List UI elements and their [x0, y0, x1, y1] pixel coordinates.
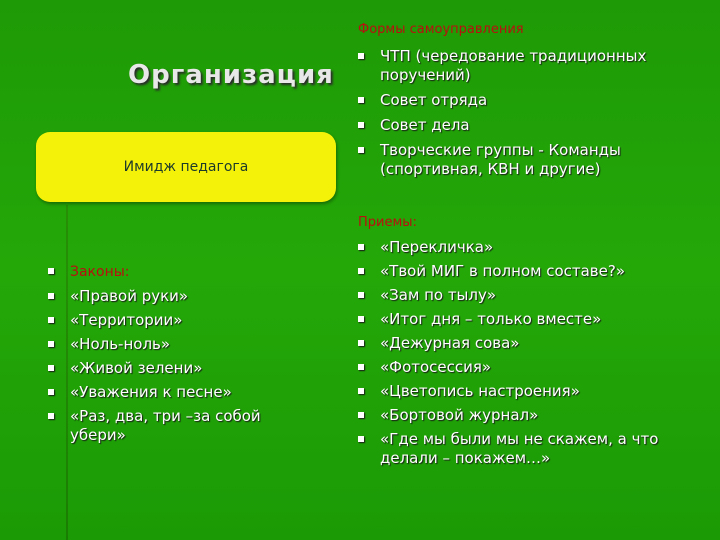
bullet-icon — [358, 268, 364, 274]
list-item: «Перекличка» — [358, 238, 688, 257]
bullet-icon — [358, 53, 364, 59]
list-item: «Цветопись настроения» — [358, 382, 688, 401]
bullet-icon — [48, 413, 54, 419]
bullet-icon — [358, 412, 364, 418]
bullet-icon — [358, 122, 364, 128]
bullet-icon — [48, 341, 54, 347]
list-item: ЧТП (чередование традиционных поручений) — [358, 47, 688, 85]
list-item: «Зам по тылу» — [358, 286, 688, 305]
techniques-list — [358, 238, 688, 468]
list-item: «Бортовой журнал» — [358, 406, 688, 425]
bullet-icon — [48, 365, 54, 371]
list-item: Совет отряда — [358, 91, 688, 110]
bullet-icon — [358, 244, 364, 250]
list-item: «Где мы были мы не скажем, а что делали – покажем…» — [358, 430, 688, 468]
bullet-icon — [48, 389, 54, 395]
list-item: «Итог дня – только вместе» — [358, 310, 688, 329]
bullet-icon — [358, 292, 364, 298]
bullet-icon — [358, 364, 364, 370]
list-item: «Правой руки» — [48, 287, 298, 306]
list-item: «Твой МИГ в полном составе?» — [358, 262, 688, 281]
bullet-icon — [358, 340, 364, 346]
bullet-icon — [48, 293, 54, 299]
self-government-list — [358, 47, 688, 179]
teacher-image-label: Имидж педагога — [123, 159, 249, 175]
list-item: «Живой зелени» — [48, 359, 298, 378]
bullet-icon — [358, 388, 364, 394]
list-item: «Территории» — [48, 311, 298, 330]
self-government-section — [358, 22, 688, 185]
list-item: «Уважения к песне» — [48, 383, 298, 402]
self-government-heading: Формы самоуправления — [358, 22, 524, 37]
list-item: «Дежурная сова» — [358, 334, 688, 353]
teacher-image-box — [36, 132, 336, 202]
list-item: Совет дела — [358, 116, 688, 135]
list-item: Творческие группы - Команды (спортивная, КВН и другие) — [358, 141, 688, 179]
list-item: «Раз, два, три –за собой убери» — [48, 407, 298, 445]
list-item: «Фотосессия» — [358, 358, 688, 377]
bullet-icon — [48, 268, 54, 274]
laws-heading-item — [48, 262, 298, 282]
list-item: «Ноль-ноль» — [48, 335, 298, 354]
bullet-icon — [358, 147, 364, 153]
slide-title: Организация — [128, 60, 334, 90]
bullet-icon — [358, 436, 364, 442]
laws-heading: Законы: — [70, 264, 130, 280]
laws-list — [48, 262, 298, 450]
bullet-icon — [48, 317, 54, 323]
techniques-section — [358, 215, 688, 473]
techniques-heading: Приемы: — [358, 215, 417, 230]
bullet-icon — [358, 97, 364, 103]
bullet-icon — [358, 316, 364, 322]
